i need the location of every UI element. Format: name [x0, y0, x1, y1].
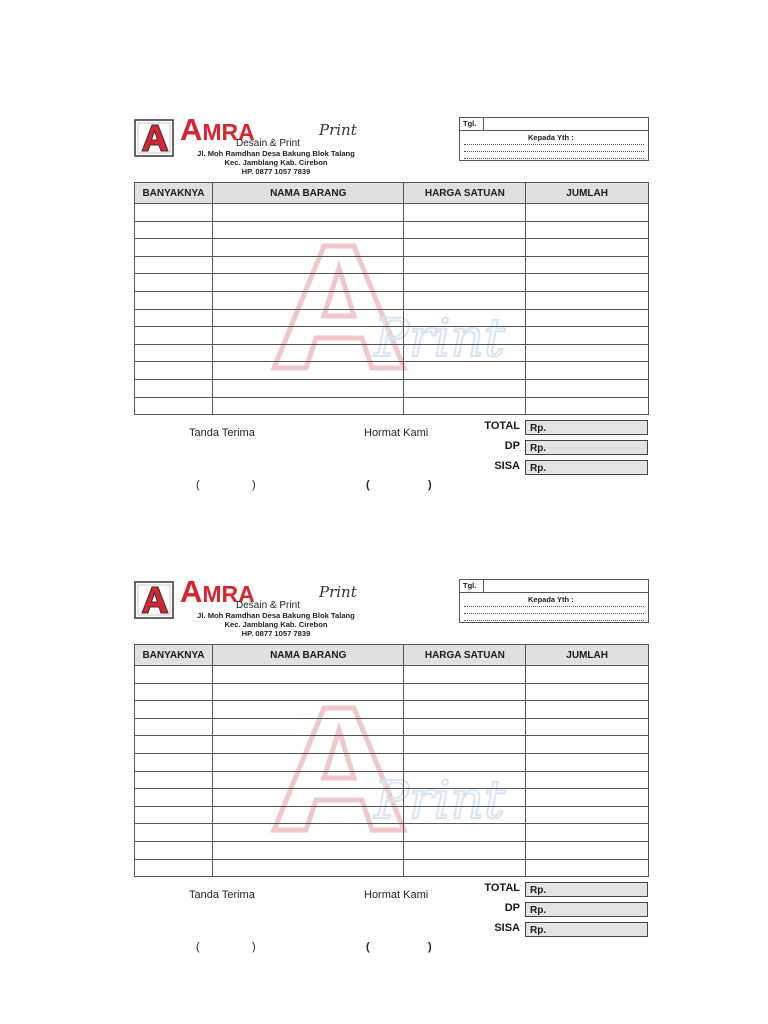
address-line: Jl. Moh Ramdhan Desa Bakung Blok Talang — [197, 611, 355, 620]
recipient-line[interactable] — [464, 158, 644, 159]
table-row — [135, 379, 649, 397]
table-cell[interactable] — [404, 344, 526, 362]
table-cell[interactable] — [404, 362, 526, 380]
table-row — [135, 274, 649, 292]
table-header-row — [135, 645, 649, 666]
table-cell[interactable] — [135, 204, 213, 222]
table-cell[interactable] — [526, 274, 649, 292]
recipient-line[interactable] — [464, 613, 644, 614]
svg-text:Print: Print — [374, 309, 505, 369]
table-row — [135, 666, 649, 684]
table-cell[interactable] — [526, 859, 649, 877]
recipient-line[interactable] — [464, 620, 644, 621]
total-label: TOTAL — [484, 420, 520, 432]
table-row — [135, 256, 649, 274]
table-row — [135, 736, 649, 754]
receiver-paren-open: ( — [196, 941, 200, 953]
total-label: TOTAL — [484, 882, 520, 894]
table-cell[interactable] — [526, 789, 649, 807]
table-row — [135, 824, 649, 842]
table-row — [135, 701, 649, 719]
table-cell[interactable] — [212, 274, 404, 292]
table-cell[interactable] — [135, 753, 213, 771]
table-cell[interactable] — [135, 362, 213, 380]
receiver-signature-label: Tanda Terima — [189, 427, 255, 439]
table-cell[interactable] — [212, 753, 404, 771]
table-cell[interactable] — [212, 204, 404, 222]
phone-line: HP. 0877 1057 7839 — [241, 167, 311, 176]
table-cell[interactable] — [526, 327, 649, 345]
table-cell[interactable] — [212, 256, 404, 274]
table-row — [135, 239, 649, 257]
recipient-line[interactable] — [464, 144, 644, 145]
items-table — [134, 644, 649, 877]
company-address — [182, 149, 370, 176]
table-cell[interactable] — [526, 683, 649, 701]
sender-paren-close: ) — [428, 479, 432, 491]
table-cell[interactable] — [212, 789, 404, 807]
dp-field[interactable]: Rp. — [525, 902, 648, 917]
table-cell[interactable] — [135, 736, 213, 754]
table-cell[interactable] — [212, 239, 404, 257]
table-cell[interactable] — [212, 841, 404, 859]
date-row[interactable] — [460, 580, 648, 593]
table-cell[interactable] — [526, 379, 649, 397]
table-cell[interactable] — [526, 204, 649, 222]
date-label: Tgl. — [460, 118, 484, 130]
table-cell[interactable] — [212, 718, 404, 736]
items-table — [134, 182, 649, 415]
table-cell[interactable] — [526, 362, 649, 380]
table-cell[interactable] — [135, 344, 213, 362]
receiver-signature-label: Tanda Terima — [189, 889, 255, 901]
table-cell[interactable] — [135, 291, 213, 309]
sender-paren-open: ( — [366, 941, 370, 953]
table-cell[interactable] — [404, 683, 526, 701]
table-cell[interactable] — [404, 291, 526, 309]
col-amount: JUMLAH — [526, 183, 649, 204]
table-cell[interactable] — [404, 701, 526, 719]
table-cell[interactable] — [212, 362, 404, 380]
table-cell[interactable] — [135, 701, 213, 719]
table-cell[interactable] — [212, 806, 404, 824]
table-row — [135, 291, 649, 309]
date-label: Tgl. — [460, 580, 484, 592]
table-cell[interactable] — [212, 666, 404, 684]
table-cell[interactable] — [404, 379, 526, 397]
table-cell[interactable] — [135, 666, 213, 684]
table-cell[interactable] — [526, 309, 649, 327]
table-cell[interactable] — [212, 859, 404, 877]
table-cell[interactable] — [135, 309, 213, 327]
recipient-label: Kepada Yth : — [528, 595, 574, 604]
brand-script: Print — [319, 583, 357, 601]
address-line: Kec. Jamblang Kab. Cirebon — [224, 620, 328, 629]
table-cell[interactable] — [526, 736, 649, 754]
table-row — [135, 859, 649, 877]
sender-signature-label: Hormat Kami — [364, 889, 429, 901]
table-cell[interactable] — [404, 274, 526, 292]
address-line: Kec. Jamblang Kab. Cirebon — [224, 158, 328, 167]
col-quantity: BANYAKNYA — [135, 183, 213, 204]
table-cell[interactable] — [135, 771, 213, 789]
table-cell[interactable] — [526, 256, 649, 274]
table-row — [135, 344, 649, 362]
table-cell[interactable] — [526, 397, 649, 415]
table-cell[interactable] — [404, 841, 526, 859]
table-cell[interactable] — [212, 344, 404, 362]
col-quantity: BANYAKNYA — [135, 645, 213, 666]
table-header-row — [135, 183, 649, 204]
date-row[interactable] — [460, 118, 648, 131]
svg-text:Print: Print — [374, 771, 505, 831]
invoice-form — [134, 574, 649, 980]
table-cell[interactable] — [212, 327, 404, 345]
table-cell[interactable] — [526, 841, 649, 859]
table-row — [135, 683, 649, 701]
table-cell[interactable] — [526, 718, 649, 736]
table-cell[interactable] — [212, 683, 404, 701]
col-unit-price: HARGA SATUAN — [404, 183, 526, 204]
brand-script: Print — [319, 121, 357, 139]
table-cell[interactable] — [212, 736, 404, 754]
table-cell[interactable] — [212, 379, 404, 397]
col-item-name: NAMA BARANG — [212, 183, 404, 204]
table-row — [135, 771, 649, 789]
table-cell[interactable] — [404, 221, 526, 239]
table-cell[interactable] — [404, 327, 526, 345]
brand-tagline: Desain & Print — [236, 138, 300, 149]
table-cell[interactable] — [212, 291, 404, 309]
dp-label: DP — [504, 440, 520, 452]
sisa-label: SISA — [494, 460, 520, 472]
table-cell[interactable] — [135, 789, 213, 807]
table-cell[interactable] — [135, 274, 213, 292]
table-cell[interactable] — [404, 806, 526, 824]
date-recipient-box — [459, 579, 649, 623]
table-cell[interactable] — [404, 771, 526, 789]
table-cell[interactable] — [135, 239, 213, 257]
table-cell[interactable] — [404, 736, 526, 754]
table-cell[interactable] — [404, 309, 526, 327]
sisa-field[interactable]: Rp. — [525, 922, 648, 937]
col-item-name: NAMA BARANG — [212, 645, 404, 666]
table-row — [135, 789, 649, 807]
table-cell[interactable] — [526, 344, 649, 362]
dp-field[interactable]: Rp. — [525, 440, 648, 455]
table-cell[interactable] — [135, 841, 213, 859]
table-cell[interactable] — [135, 824, 213, 842]
col-unit-price: HARGA SATUAN — [404, 645, 526, 666]
address-line: Jl. Moh Ramdhan Desa Bakung Blok Talang — [197, 149, 355, 158]
table-row — [135, 309, 649, 327]
dp-label: DP — [504, 902, 520, 914]
col-amount: JUMLAH — [526, 645, 649, 666]
table-cell[interactable] — [404, 859, 526, 877]
table-cell[interactable] — [404, 256, 526, 274]
total-field[interactable]: Rp. — [525, 882, 648, 897]
date-recipient-box — [459, 117, 649, 161]
receiver-paren-open: ( — [196, 479, 200, 491]
table-cell[interactable] — [135, 397, 213, 415]
table-cell[interactable] — [212, 824, 404, 842]
table-row — [135, 204, 649, 222]
recipient-label: Kepada Yth : — [528, 133, 574, 142]
table-cell[interactable] — [526, 771, 649, 789]
table-cell[interactable] — [526, 753, 649, 771]
table-cell[interactable] — [135, 859, 213, 877]
table-cell[interactable] — [212, 221, 404, 239]
table-cell[interactable] — [404, 824, 526, 842]
sisa-label: SISA — [494, 922, 520, 934]
table-cell[interactable] — [212, 701, 404, 719]
table-cell[interactable] — [135, 718, 213, 736]
amra-logo-icon — [134, 119, 174, 157]
table-cell[interactable] — [212, 397, 404, 415]
table-cell[interactable] — [404, 753, 526, 771]
table-cell[interactable] — [526, 666, 649, 684]
sender-paren-close: ) — [428, 941, 432, 953]
table-row — [135, 362, 649, 380]
table-cell[interactable] — [135, 221, 213, 239]
table-row — [135, 806, 649, 824]
brand-name: AMRA — [180, 112, 255, 147]
table-cell[interactable] — [135, 379, 213, 397]
table-cell[interactable] — [135, 683, 213, 701]
brand-tagline: Desain & Print — [236, 600, 300, 611]
table-cell[interactable] — [404, 666, 526, 684]
table-cell[interactable] — [212, 309, 404, 327]
company-address — [182, 611, 370, 638]
table-cell[interactable] — [404, 397, 526, 415]
sender-paren-open: ( — [366, 479, 370, 491]
table-cell[interactable] — [212, 771, 404, 789]
table-cell[interactable] — [404, 239, 526, 257]
table-cell[interactable] — [526, 239, 649, 257]
table-row — [135, 221, 649, 239]
table-cell[interactable] — [526, 221, 649, 239]
table-cell[interactable] — [526, 806, 649, 824]
total-field[interactable]: Rp. — [525, 420, 648, 435]
table-cell[interactable] — [404, 789, 526, 807]
receiver-paren-close: ) — [252, 479, 256, 491]
table-cell[interactable] — [526, 824, 649, 842]
amra-logo-icon — [134, 581, 174, 619]
table-cell[interactable] — [526, 291, 649, 309]
table-row — [135, 327, 649, 345]
sender-signature-label: Hormat Kami — [364, 427, 429, 439]
table-cell[interactable] — [404, 718, 526, 736]
sisa-field[interactable]: Rp. — [525, 460, 648, 475]
phone-line: HP. 0877 1057 7839 — [241, 629, 311, 638]
table-row — [135, 753, 649, 771]
invoice-form — [134, 112, 649, 518]
table-row — [135, 841, 649, 859]
table-row — [135, 397, 649, 415]
table-cell[interactable] — [135, 806, 213, 824]
table-cell[interactable] — [526, 701, 649, 719]
brand-name: AMRA — [180, 574, 255, 609]
recipient-line[interactable] — [464, 151, 644, 152]
table-cell[interactable] — [404, 204, 526, 222]
table-row — [135, 718, 649, 736]
table-cell[interactable] — [135, 256, 213, 274]
recipient-line[interactable] — [464, 606, 644, 607]
table-cell[interactable] — [135, 327, 213, 345]
receiver-paren-close: ) — [252, 941, 256, 953]
